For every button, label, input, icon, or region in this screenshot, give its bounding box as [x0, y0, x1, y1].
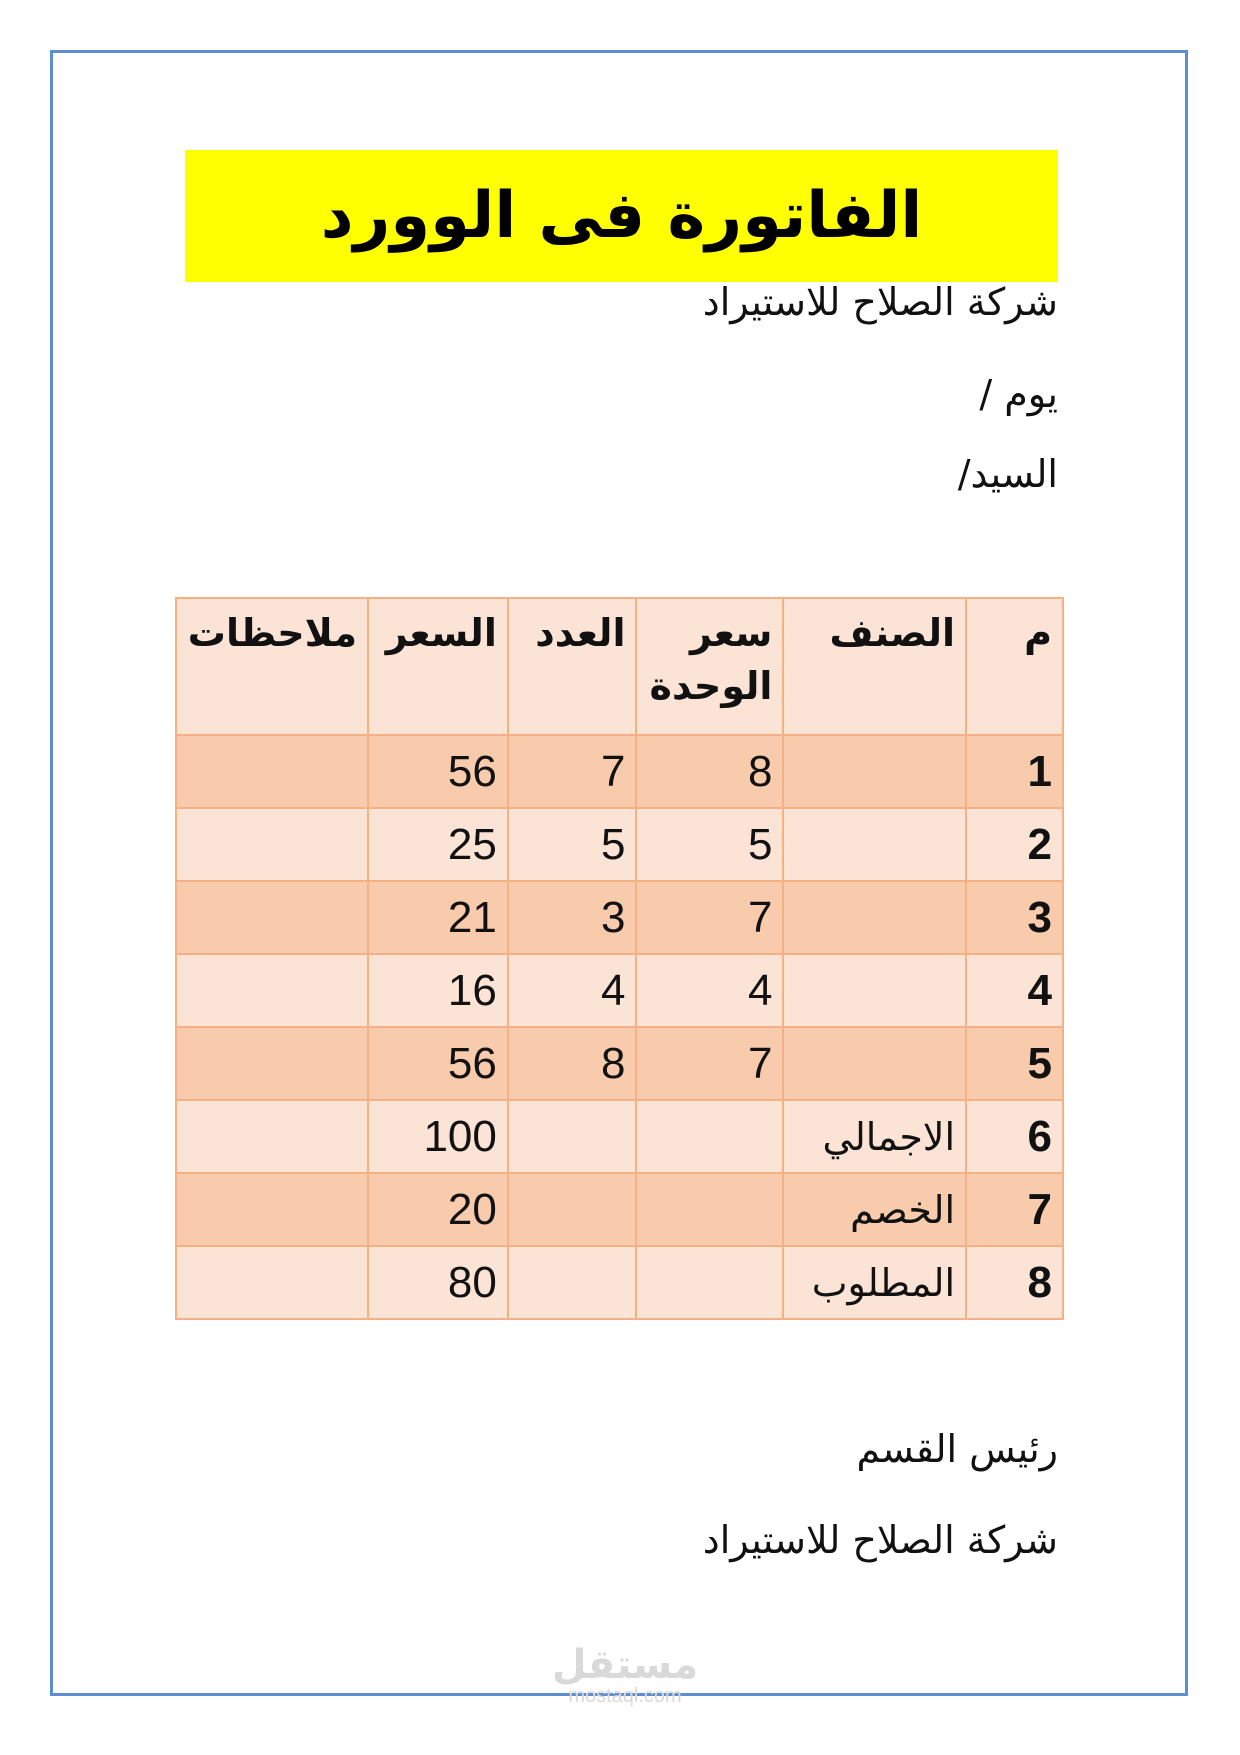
table-row	[176, 1173, 1063, 1246]
company-name: شركة الصلاح للاستيراد	[702, 280, 1058, 324]
cell-num: 8	[966, 1246, 1063, 1319]
cell-num: 3	[966, 881, 1063, 954]
cell-notes	[176, 1173, 368, 1246]
cell-num: 7	[966, 1173, 1063, 1246]
cell-notes	[176, 1100, 368, 1173]
cell-item	[783, 881, 966, 954]
invoice-table	[175, 597, 1064, 1320]
header-price: السعر	[368, 598, 508, 735]
cell-notes	[176, 881, 368, 954]
cell-price: 20	[368, 1173, 508, 1246]
title-banner	[185, 150, 1058, 282]
cell-num: 1	[966, 735, 1063, 808]
cell-count	[508, 1173, 637, 1246]
cell-unit-price: 5	[636, 808, 783, 881]
cell-notes	[176, 808, 368, 881]
table-row	[176, 881, 1063, 954]
watermark-url: mostaql.com	[568, 1685, 682, 1707]
table-row	[176, 1246, 1063, 1319]
cell-price: 21	[368, 881, 508, 954]
cell-count	[508, 1100, 637, 1173]
cell-unit-price: 7	[636, 881, 783, 954]
header-num: م	[966, 598, 1063, 735]
table-row	[176, 1100, 1063, 1173]
cell-item: المطلوب	[783, 1246, 966, 1319]
cell-price: 80	[368, 1246, 508, 1319]
cell-count: 3	[508, 881, 637, 954]
cell-item	[783, 954, 966, 1027]
cell-num: 2	[966, 808, 1063, 881]
header-count: العدد	[508, 598, 637, 735]
footer-company-name: شركة الصلاح للاستيراد	[702, 1518, 1058, 1562]
cell-price: 25	[368, 808, 508, 881]
cell-unit-price: 4	[636, 954, 783, 1027]
cell-num: 6	[966, 1100, 1063, 1173]
recipient-label: السيد/	[957, 452, 1058, 496]
cell-count: 7	[508, 735, 637, 808]
cell-unit-price	[636, 1100, 783, 1173]
cell-price: 56	[368, 735, 508, 808]
cell-notes	[176, 735, 368, 808]
cell-notes	[176, 1246, 368, 1319]
cell-item	[783, 808, 966, 881]
signature-title: رئيس القسم	[856, 1427, 1058, 1471]
header-item: الصنف	[783, 598, 966, 735]
cell-item	[783, 1027, 966, 1100]
table-header-row	[176, 598, 1063, 735]
watermark	[540, 1642, 710, 1707]
cell-item	[783, 735, 966, 808]
cell-price: 16	[368, 954, 508, 1027]
header-notes: ملاحظات	[176, 598, 368, 735]
cell-notes	[176, 954, 368, 1027]
cell-count: 4	[508, 954, 637, 1027]
table-row	[176, 735, 1063, 808]
cell-count: 8	[508, 1027, 637, 1100]
cell-unit-price	[636, 1246, 783, 1319]
cell-count	[508, 1246, 637, 1319]
cell-price: 100	[368, 1100, 508, 1173]
watermark-logo-text: مستقل	[551, 1642, 699, 1688]
header-unit-price: سعر الوحدة	[636, 598, 783, 735]
cell-unit-price: 7	[636, 1027, 783, 1100]
document-title: الفاتورة فى الوورد	[320, 179, 923, 253]
cell-unit-price	[636, 1173, 783, 1246]
table-row	[176, 1027, 1063, 1100]
cell-num: 4	[966, 954, 1063, 1027]
cell-item: الخصم	[783, 1173, 966, 1246]
cell-count: 5	[508, 808, 637, 881]
cell-price: 56	[368, 1027, 508, 1100]
table-row	[176, 808, 1063, 881]
cell-unit-price: 8	[636, 735, 783, 808]
table-row	[176, 954, 1063, 1027]
cell-notes	[176, 1027, 368, 1100]
cell-num: 5	[966, 1027, 1063, 1100]
date-label: يوم /	[979, 372, 1058, 416]
cell-item: الاجمالي	[783, 1100, 966, 1173]
